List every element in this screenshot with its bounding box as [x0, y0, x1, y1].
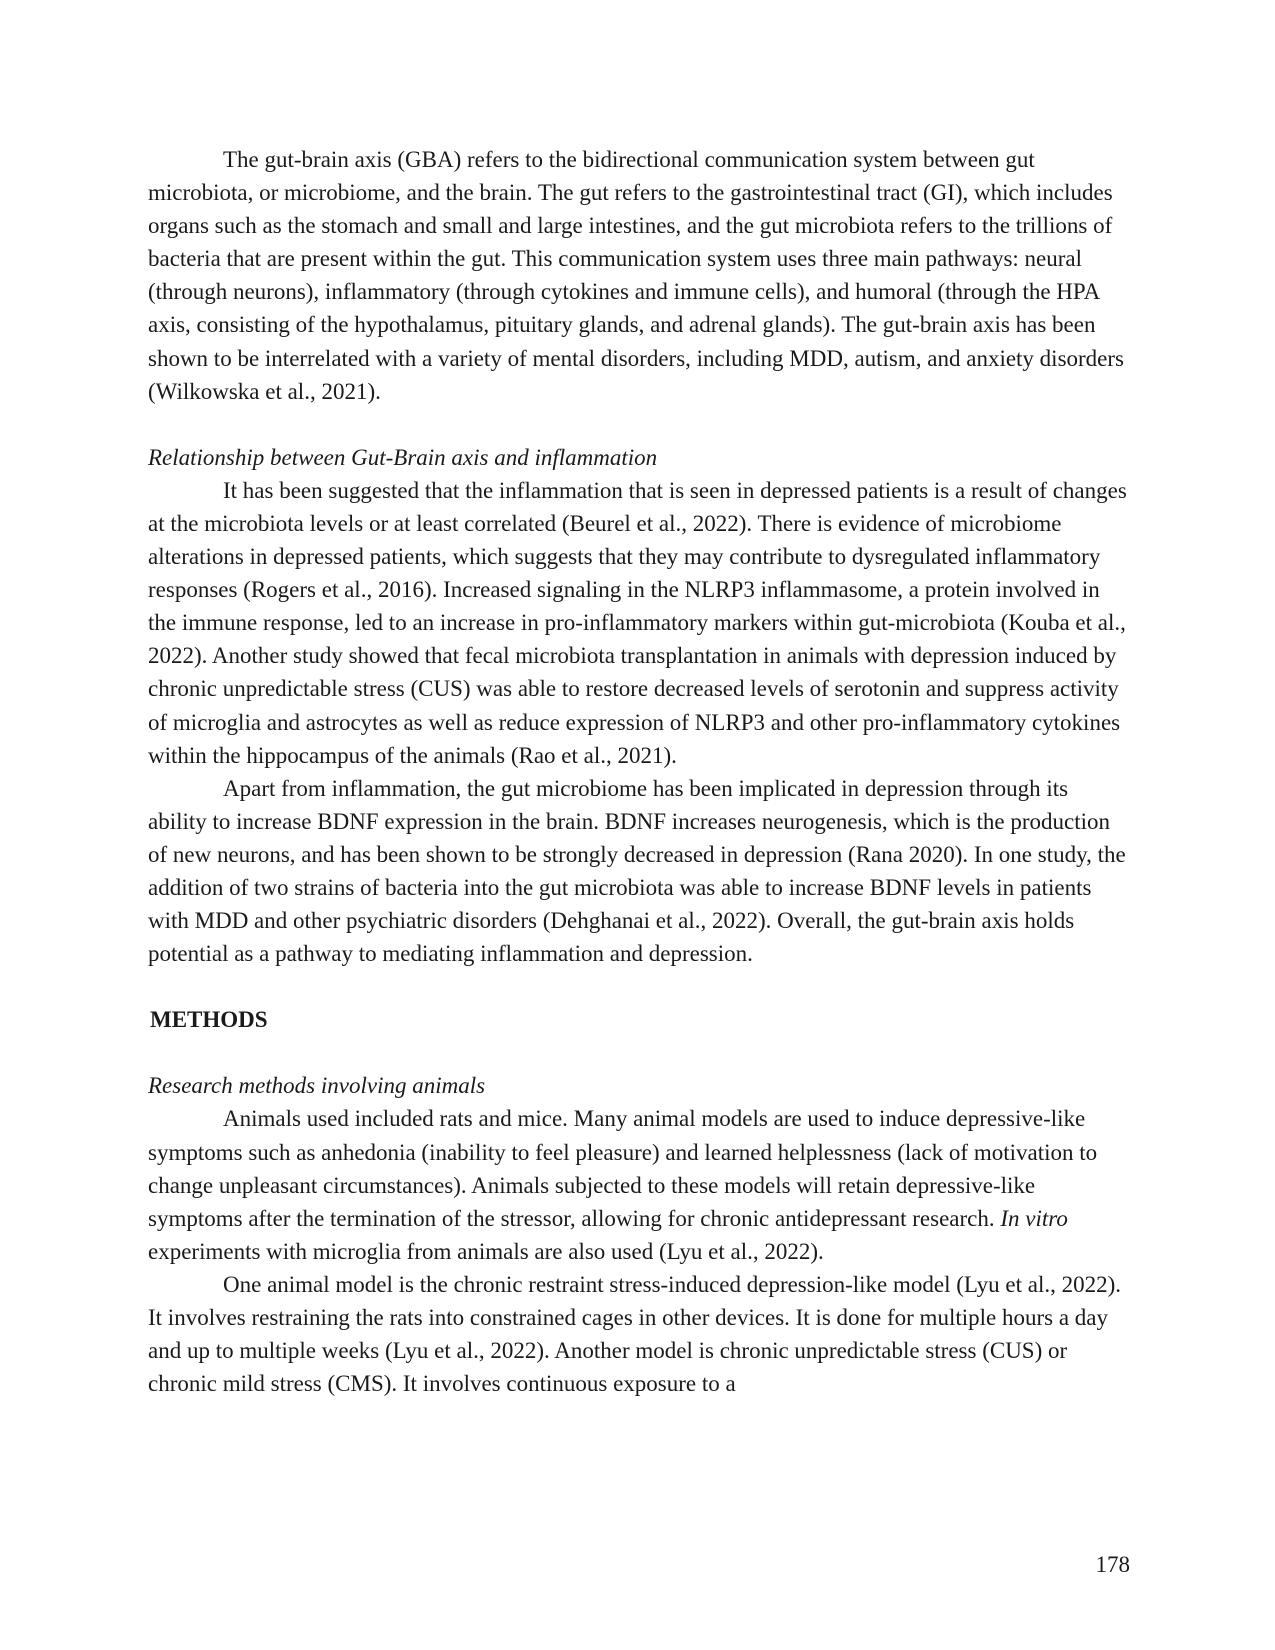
- animal-methods-paragraph-2: One animal model is the chronic restraint stress-induced depression-like model (Lyu et al., 2022). It involves restraining the rats into constrained cages in other devices. It is done for multiple hours a day and up to multiple weeks (Lyu et al., 2022). Another model is chronic unpredictable stress (CUS) or chronic mild stress (CMS). It involves continuous exposure to a: [148, 1271, 1122, 1397]
- page-body: [148, 143, 1130, 1400]
- intro-paragraph: The gut-brain axis (GBA) refers to the bidirectional communication system between gut microbiota, or microbiome, and the brain. The gut refers to the gastrointestinal tract (GI), which includes organs such as the stomach and small and large intestines, and the gut microbiota refers to the trillions of bacteria that are present within the gut. This communication system uses three main pathways: neural (through neurons), inflammatory (through cytokines and immune cells), and humoral (through the HPA axis, consisting of the hypothalamus, pituitary glands, and adrenal glands). The gut-brain axis has been shown to be interrelated with a variety of mental disorders, including MDD, autism, and anxiety disorders (Wilkowska et al., 2021).: [148, 147, 1124, 404]
- methods-heading: METHODS: [150, 1007, 268, 1033]
- spacer: [148, 1036, 1130, 1069]
- in-vitro-term: In vitro: [1000, 1205, 1068, 1231]
- animal-methods-text-a: Animals used included rats and mice. Many animal models are used to induce depressive-like symptoms such as anhedonia (inability to feel pleasure) and learned helplessness (lack of motivation to change unpleasant circumstances). Animals subjected to these models will retain depressive-like symptoms after the termination of the stressor, allowing for chronic antidepressant research.: [148, 1106, 1098, 1231]
- subsection-title-gut-brain-inflammation: Relationship between Gut-Brain axis and inflammation: [148, 444, 658, 470]
- animal-methods-paragraph-1: [148, 1102, 1130, 1267]
- spacer: [148, 970, 1130, 1003]
- subsection-title-animal-methods: Research methods involving animals: [148, 1073, 486, 1099]
- spacer: [148, 408, 1130, 441]
- animal-methods-text-b: experiments with microglia from animals are also used (Lyu et al., 2022).: [148, 1238, 824, 1264]
- page-number: 178: [1095, 1552, 1130, 1577]
- gut-brain-inflammation-paragraph-1: It has been suggested that the inflammation that is seen in depressed patients is a result of changes at the microbiota levels or at least correlated (Beurel et al., 2022). There is evidence of microbiome alterations in depressed patients, which suggests that they may contribute to dysregulated inflammatory responses (Rogers et al., 2016). Increased signaling in the NLRP3 inflammasome, a protein involved in the immune response, led to an increase in pro-inflammatory markers within gut-microbiota (Kouba et al., 2022). Another study showed that fecal microbiota transplantation in animals with depression induced by chronic unpredictable stress (CUS) was able to restore decreased levels of serotonin and suppress activity of microglia and astrocytes as well as reduce expression of NLRP3 and other pro-inflammatory cytokines within the hippocampus of the animals (Rao et al., 2021).: [148, 477, 1127, 768]
- gut-brain-inflammation-paragraph-2: Apart from inflammation, the gut microbiome has been implicated in depression through its ability to increase BDNF expression in the brain. BDNF increases neurogenesis, which is the production of new neurons, and has been shown to be strongly decreased in depression (Rana 2020). In one study, the addition of two strains of bacteria into the gut microbiota was able to increase BDNF levels in patients with MDD and other psychiatric disorders (Dehghanai et al., 2022). Overall, the gut-brain axis holds potential as a pathway to mediating inflammation and depression.: [148, 775, 1126, 967]
